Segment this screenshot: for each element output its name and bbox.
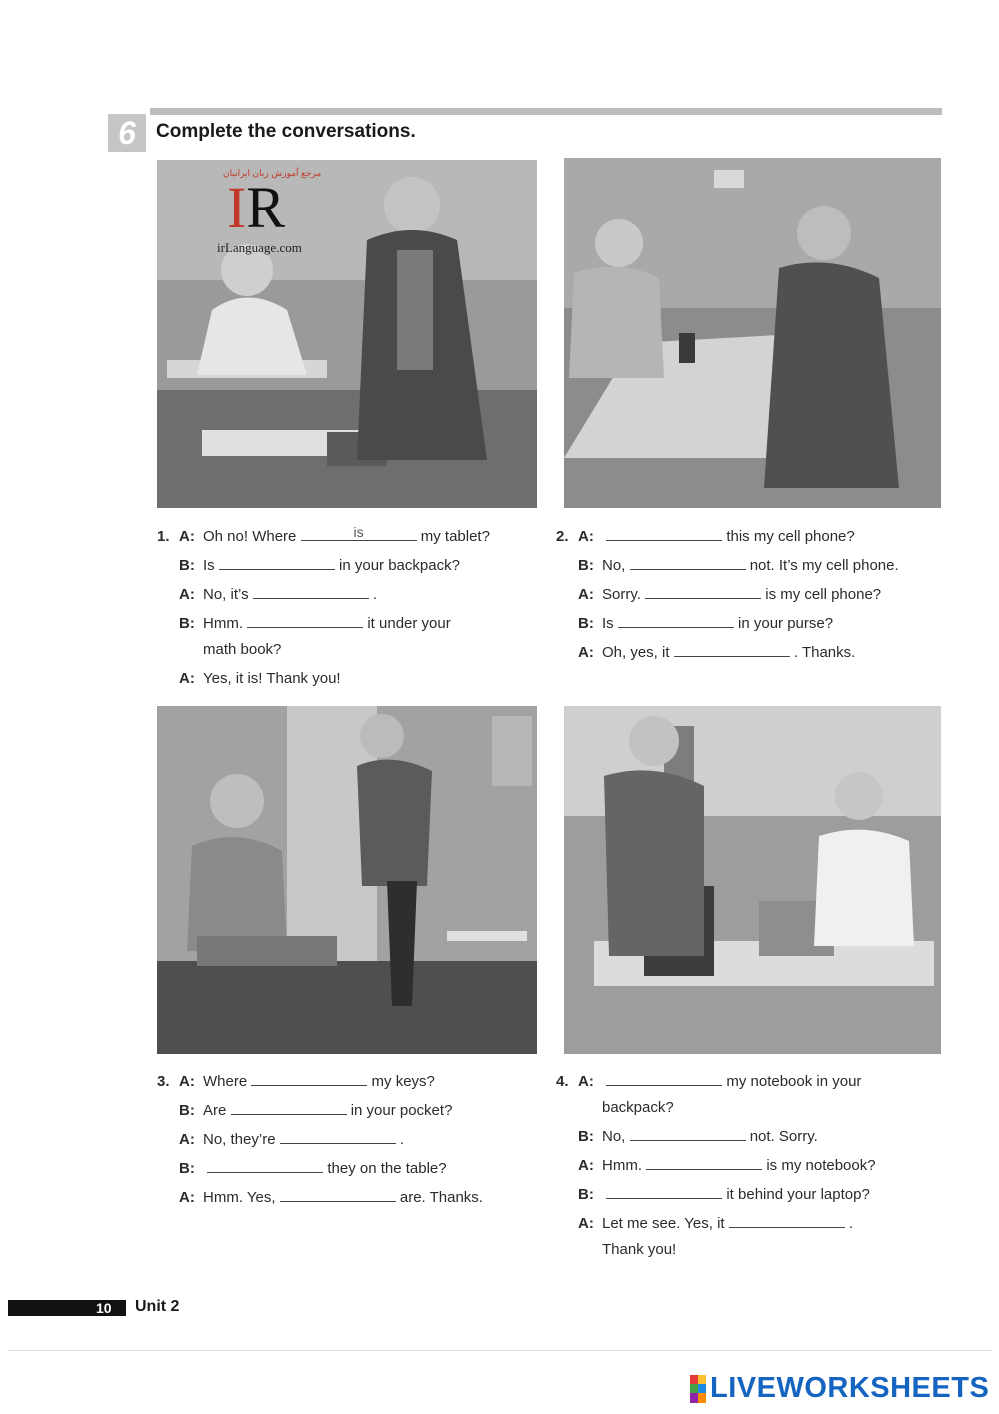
logo-site: irLanguage.com	[217, 240, 302, 255]
line-text: in your pocket?	[350, 1102, 453, 1119]
conversation-number: 3.	[157, 1073, 170, 1090]
answer-blank[interactable]	[674, 644, 790, 657]
illustration-classroom	[157, 160, 537, 508]
answer-blank[interactable]	[280, 1189, 396, 1202]
line-text: backpack?	[602, 1099, 674, 1116]
answer-blank[interactable]	[606, 1073, 722, 1086]
speaker-label: A:	[179, 1131, 195, 1148]
answer-blank[interactable]	[630, 557, 746, 570]
line-text: they on the table?	[327, 1160, 447, 1177]
conversation-line	[179, 1160, 447, 1177]
line-text: my keys?	[371, 1073, 435, 1090]
conversation-line	[179, 524, 490, 545]
conversation-number: 1.	[157, 528, 170, 545]
conversation-line	[179, 586, 377, 603]
answer-blank[interactable]	[301, 524, 417, 541]
line-text: .	[399, 1131, 405, 1148]
answer-blank[interactable]	[606, 1186, 722, 1199]
speaker-label: B:	[578, 615, 594, 632]
line-text: Hmm.	[203, 615, 243, 632]
conversation-line	[578, 644, 855, 661]
conversation-line	[578, 1157, 876, 1174]
line-text: in your purse?	[738, 615, 834, 632]
conversation-line	[179, 670, 341, 687]
filled-answer: is	[353, 524, 364, 540]
logo-mark	[227, 175, 286, 240]
speaker-label: A:	[179, 1073, 195, 1090]
answer-blank[interactable]	[729, 1215, 845, 1228]
line-text: No,	[602, 1128, 626, 1145]
bottom-rule	[8, 1350, 992, 1351]
answer-blank[interactable]	[253, 586, 369, 599]
speaker-label: B:	[179, 615, 195, 632]
line-text: it under your	[367, 615, 451, 632]
line-text: .	[848, 1215, 854, 1232]
line-text: .	[372, 586, 378, 603]
line-text: not. It’s my cell phone.	[749, 557, 899, 574]
answer-blank[interactable]	[219, 557, 335, 570]
exercise-number: 6	[108, 114, 146, 152]
speaker-label: A:	[578, 1157, 594, 1174]
conversation-line	[578, 1186, 870, 1203]
speaker-label: A:	[578, 1073, 594, 1090]
answer-blank[interactable]	[280, 1131, 396, 1144]
line-text: Oh no! Where	[203, 528, 297, 545]
line-text: Is	[203, 557, 215, 574]
answer-blank[interactable]	[630, 1128, 746, 1141]
line-text: Where	[203, 1073, 248, 1090]
speaker-label: B:	[578, 1186, 594, 1203]
speaker-label: B:	[179, 1160, 195, 1177]
speaker-label: A:	[179, 670, 195, 687]
line-text: Are	[203, 1102, 227, 1119]
conversation-line	[578, 557, 899, 574]
conversation-line	[179, 1102, 452, 1119]
conversation-line	[578, 1073, 861, 1090]
illustration-cafe	[564, 158, 941, 508]
answer-blank[interactable]	[247, 615, 363, 628]
answer-blank[interactable]	[618, 615, 734, 628]
answer-blank[interactable]	[606, 528, 722, 541]
line-text: No,	[602, 557, 626, 574]
answer-blank[interactable]	[231, 1102, 347, 1115]
line-text: is my notebook?	[766, 1157, 876, 1174]
answer-blank[interactable]	[251, 1073, 367, 1086]
page-number: 10	[96, 1300, 112, 1316]
line-text: in your backpack?	[339, 557, 460, 574]
speaker-label: B:	[578, 557, 594, 574]
line-text: Is	[602, 615, 614, 632]
speaker-label: B:	[578, 1128, 594, 1145]
line-text: Thank you!	[602, 1241, 677, 1258]
liveworksheets-brand[interactable]	[690, 1372, 989, 1405]
conversation-line	[203, 641, 281, 658]
line-text: it behind your laptop?	[726, 1186, 870, 1203]
liveworksheets-text: LIVEWORKSHEETS	[710, 1372, 990, 1404]
watermark-logo	[217, 166, 322, 256]
exercise-title: Complete the conversations.	[156, 121, 416, 142]
conversation-line	[179, 1073, 435, 1090]
line-text: No, they’re	[203, 1131, 276, 1148]
speaker-label: A:	[578, 1215, 594, 1232]
conversation-line	[578, 615, 833, 632]
line-text: Hmm. Yes,	[203, 1189, 276, 1206]
speaker-label: A:	[578, 586, 594, 603]
line-text: Oh, yes, it	[602, 644, 670, 661]
line-text: No, it’s	[203, 586, 249, 603]
line-text: not. Sorry.	[749, 1128, 818, 1145]
conversation-line	[602, 1099, 674, 1116]
line-text: this my cell phone?	[726, 528, 855, 545]
line-text: Yes, it is! Thank you!	[203, 670, 341, 687]
speaker-label: A:	[179, 1189, 195, 1206]
logo-letter-r: R	[246, 175, 286, 240]
line-text: math book?	[203, 641, 282, 658]
conversation-line	[179, 557, 460, 574]
answer-blank[interactable]	[645, 586, 761, 599]
speaker-label: A:	[578, 644, 594, 661]
illustration-room	[157, 706, 537, 1054]
illustration-library	[564, 706, 941, 1054]
speaker-label: B:	[179, 557, 195, 574]
answer-blank[interactable]	[646, 1157, 762, 1170]
unit-label: Unit 2	[135, 1298, 180, 1315]
conversation-number: 2.	[556, 528, 569, 545]
logo-letter-i: I	[227, 175, 247, 240]
line-text: Let me see. Yes, it	[602, 1215, 725, 1232]
line-text: is my cell phone?	[765, 586, 882, 603]
conversation-line	[602, 1241, 676, 1258]
conversation-line	[578, 528, 855, 545]
line-text: are. Thanks.	[399, 1189, 483, 1206]
header-rule	[150, 108, 942, 115]
conversation-line	[578, 586, 881, 603]
speaker-label: A:	[578, 528, 594, 545]
liveworksheets-logo-icon	[690, 1375, 706, 1403]
line-text: Sorry.	[602, 586, 641, 603]
answer-blank[interactable]	[207, 1160, 323, 1173]
conversation-line	[578, 1128, 818, 1145]
speaker-label: B:	[179, 1102, 195, 1119]
conversation-line	[179, 1189, 483, 1206]
line-text: my tablet?	[420, 528, 490, 545]
speaker-label: A:	[179, 586, 195, 603]
line-text: Hmm.	[602, 1157, 642, 1174]
logo-persian-text: مرجع آموزش زبان ایرانیان	[223, 168, 322, 178]
conversation-line	[179, 1131, 404, 1148]
conversation-line	[578, 1215, 853, 1232]
line-text: . Thanks.	[793, 644, 856, 661]
conversation-number: 4.	[556, 1073, 569, 1090]
conversation-line	[179, 615, 451, 632]
speaker-label: A:	[179, 528, 195, 545]
line-text: my notebook in your	[726, 1073, 862, 1090]
